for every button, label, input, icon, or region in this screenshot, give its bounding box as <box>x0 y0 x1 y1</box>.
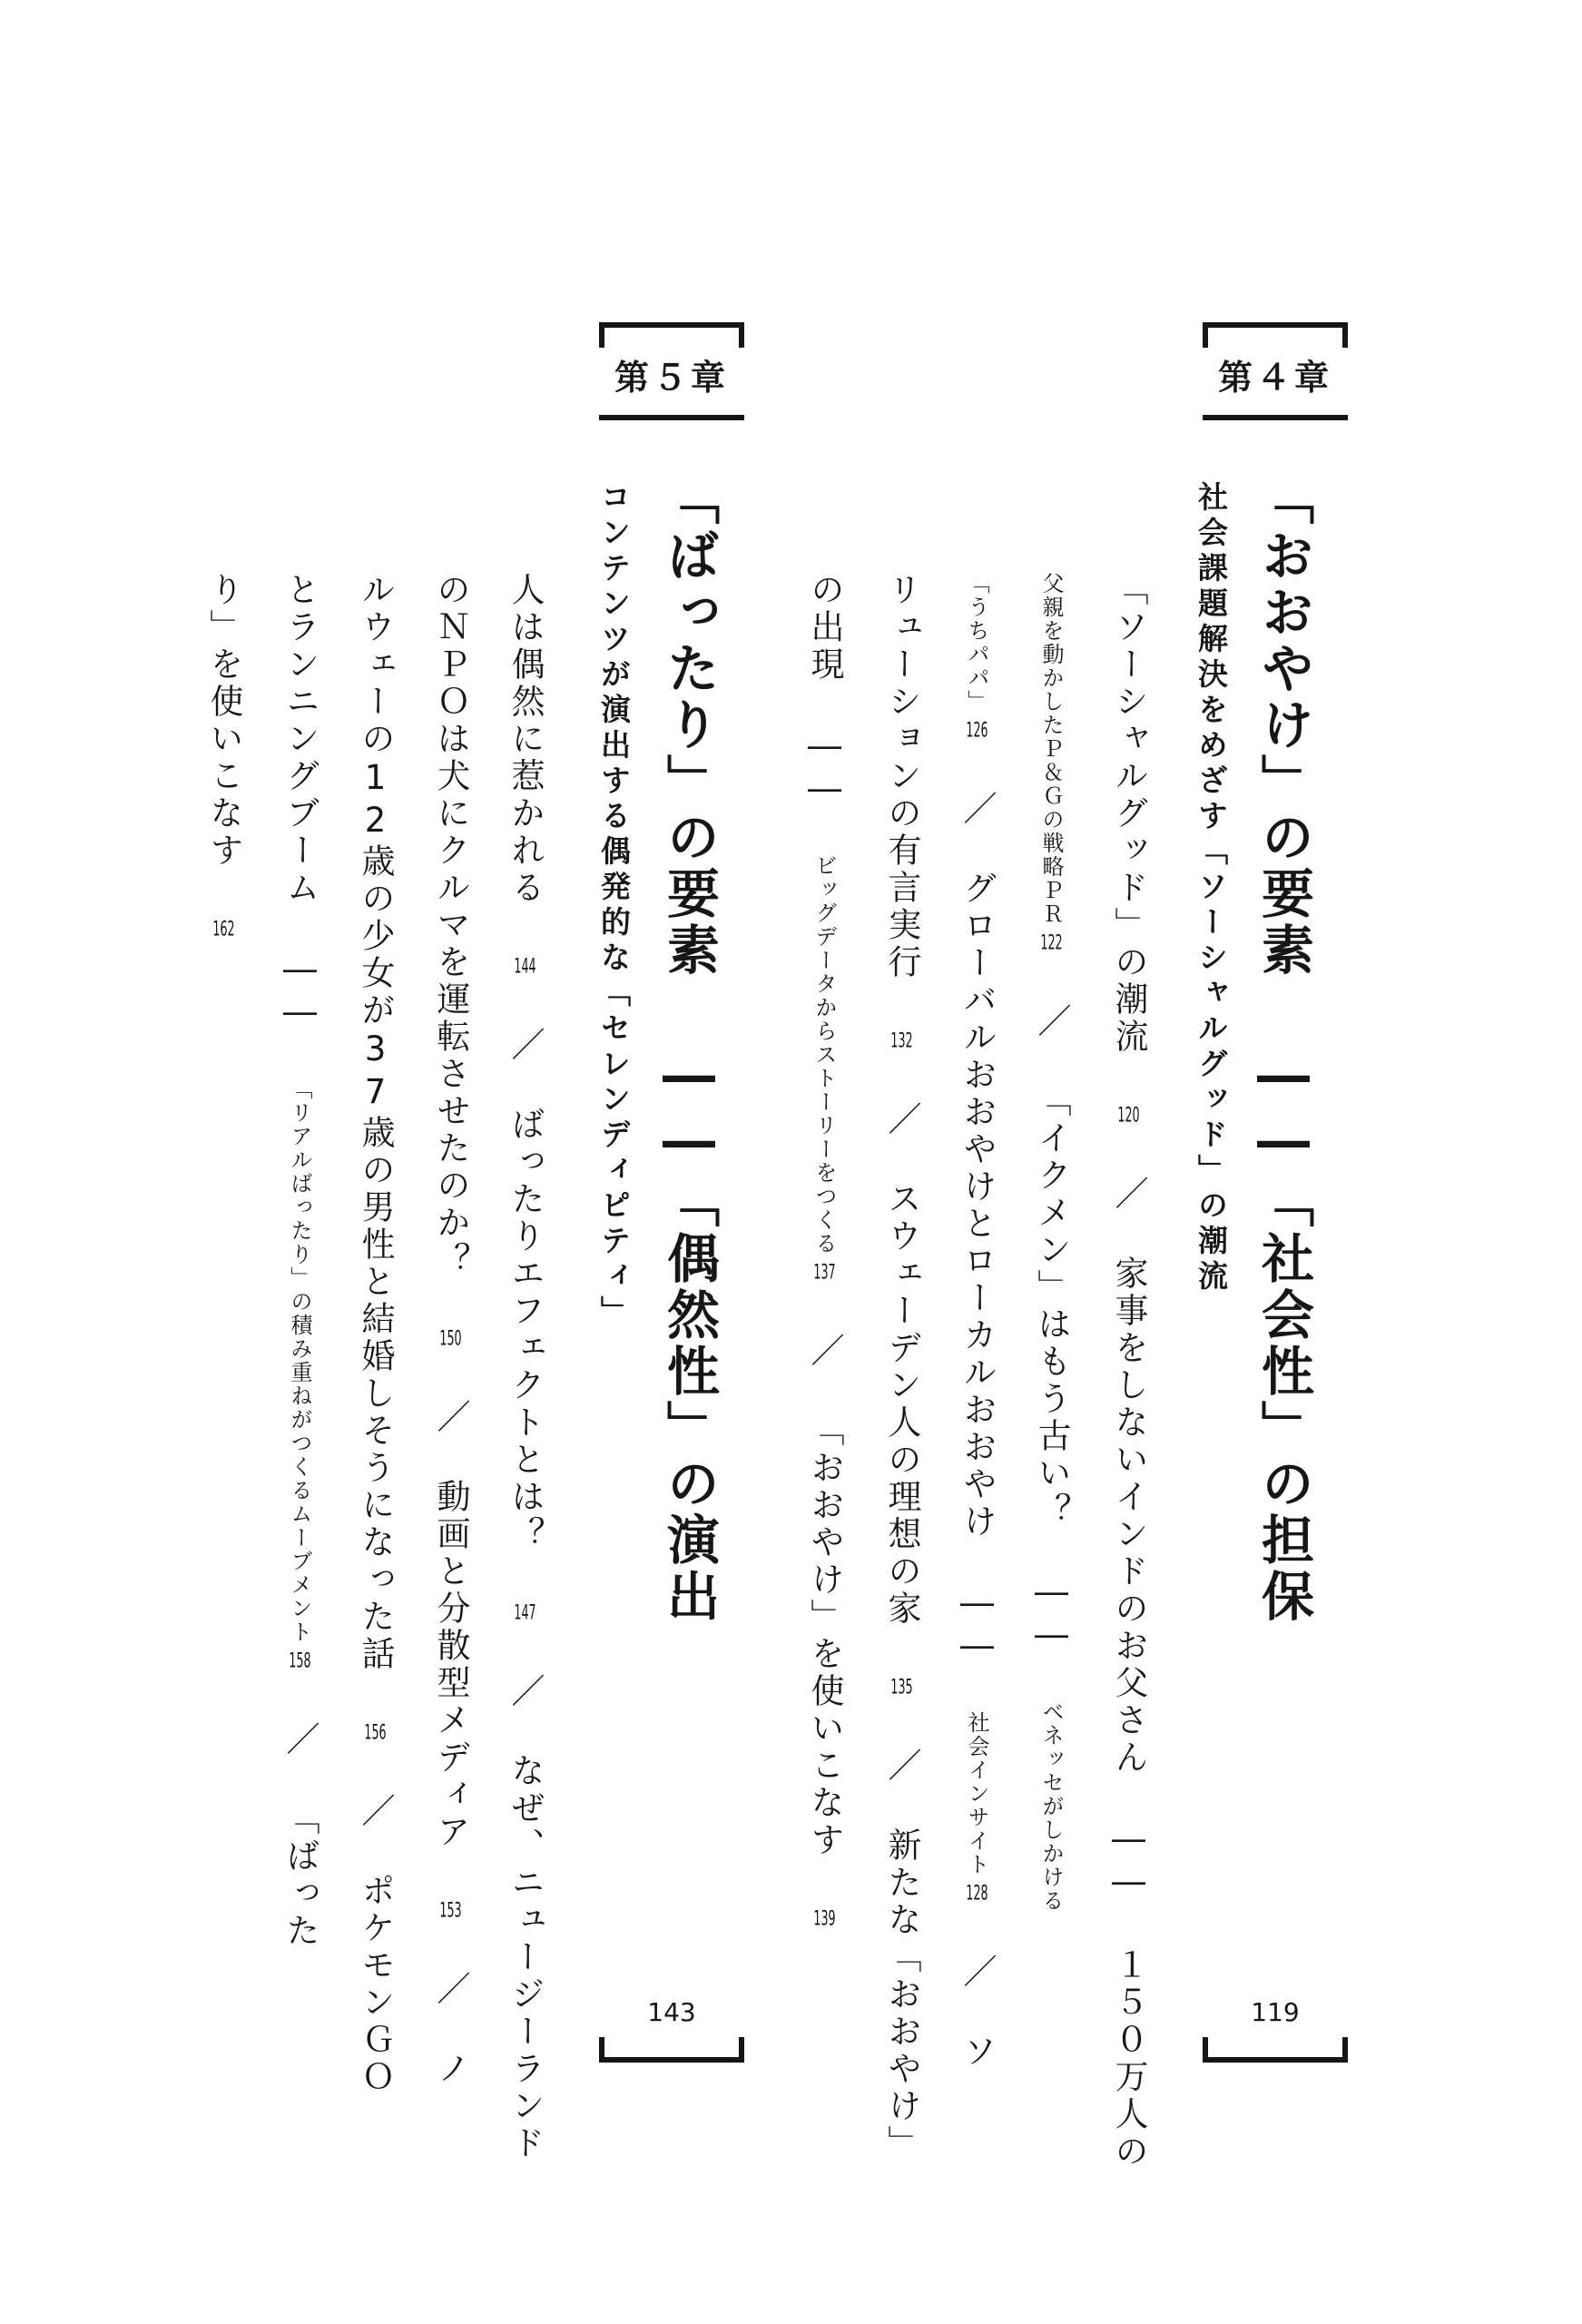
chapter4-subtitle: 社会課題解決をめざす「ソーシャルグッド」の潮流 <box>1194 481 1229 1295</box>
toc-text: の出現 ―― <box>805 572 844 854</box>
chapter4-label: 第４章 <box>1217 358 1332 398</box>
toc-text: ルウェーの12歳の少女が37歳の男性と結婚しそうになった話 <box>356 572 395 1716</box>
chapter5-line-2 <box>431 572 470 2088</box>
toc-text: とランニングブーム ―― <box>280 572 319 1078</box>
chapter5-label: 第５章 <box>614 358 729 398</box>
chapter4-bracket-top <box>1203 322 1348 348</box>
chapter5-heading <box>599 322 744 420</box>
toc-text: ／ 動画と分散型メディア <box>431 1356 470 1894</box>
chapter4-page-bracket <box>1203 1997 1348 2063</box>
toc-text: ／ ばったりエフェクトとは？ <box>506 984 545 1596</box>
toc-text: 人は偶然に惹かれる <box>506 572 545 950</box>
page-ref: 144 <box>514 957 536 977</box>
toc-text: ／ ノ <box>431 1928 470 2088</box>
toc-text: り」を使いこなす <box>204 572 243 912</box>
chapter5-page-bracket <box>599 1997 744 2063</box>
chapter4-heading <box>1203 322 1348 420</box>
chapter5-line-1 <box>506 572 545 2162</box>
page-ref: 137 <box>813 1263 836 1283</box>
toc-text: のＮＰＯは犬にクルマを運転させたのか？ <box>431 572 470 1322</box>
toc-text: 「ソーシャルグッド」の潮流 <box>1109 572 1148 1098</box>
chapter5-subtitle: コンテンツが演出する偶発的な「セレンディピティ」 <box>596 481 632 1331</box>
toc-subtext: 「うちパパ」 <box>964 572 989 714</box>
chapter5-line-5 <box>204 572 243 947</box>
toc-subtext: ベネッセがしかける <box>1038 1700 1064 1913</box>
toc-text: ／ ポケモンＧＯ <box>356 1750 395 2096</box>
page-ref: 147 <box>514 1603 536 1623</box>
chapter4-line-2 <box>1032 572 1071 1913</box>
toc-text: ／ 「ばった <box>280 1679 319 1950</box>
page-ref: 122 <box>1040 933 1063 953</box>
page-ref: 139 <box>813 1909 836 1929</box>
page-ref: 158 <box>289 1651 311 1671</box>
toc-text: ／ 新たな「おおやけ」 <box>882 1705 921 2162</box>
page-ref: 128 <box>966 1884 988 1904</box>
chapter4-line-3 <box>958 572 997 2071</box>
page-ref: 162 <box>212 920 235 940</box>
chapter4-bracket-bottom <box>1203 2037 1348 2063</box>
toc-text: ／ 家事をしないインドのお父さん ―― １５０万人の <box>1109 1133 1148 2171</box>
chapter4-title: 「おおやけ」の要素 ――「社会性」の担保 <box>1253 472 1314 1625</box>
chapter4-line-4 <box>882 572 921 2162</box>
toc-text: ／ グローバルおおやけとローカルおおやけ ―― <box>958 748 997 1711</box>
toc-subtext: 社会インサイト <box>964 1711 989 1876</box>
chapter4-line-1 <box>1109 572 1148 2171</box>
chapter5-bracket-top <box>599 322 744 348</box>
chapter5-line-3 <box>356 572 395 2096</box>
toc-text: ／ スウェーデン人の理想の家 <box>882 1059 921 1670</box>
page-ref: 135 <box>890 1678 913 1698</box>
page-ref: 156 <box>364 1723 387 1743</box>
toc-text: ／ なぜ、ニュージーランド <box>506 1630 545 2162</box>
chapter5-page-number: 143 <box>647 1997 696 2027</box>
chapter5-line-4 <box>280 572 319 1950</box>
chapter5-bracket-bottom <box>599 2037 744 2063</box>
page-ref: 153 <box>439 1901 462 1921</box>
toc-text: ／ 「おおやけ」を使いこなす <box>805 1290 844 1902</box>
chapter5-underline <box>599 415 744 420</box>
page-ref: 150 <box>439 1329 462 1349</box>
chapter5-title: 「ばったり」の要素 ――「偶然性」の演出 <box>658 472 720 1625</box>
toc-subtext: ビッグデータからストーリーをつくる <box>811 854 837 1256</box>
toc-text: ／ ソ <box>958 1911 997 2071</box>
toc-subtext: 「リアルばったり」の積み重ねがつくるムーブメント <box>287 1078 312 1644</box>
page-ref: 132 <box>890 1031 913 1051</box>
toc-subtext: 父親を動かしたＰ＆Ｇの戦略ＰＲ <box>1038 572 1064 926</box>
chapter4-line-5 <box>805 572 844 1936</box>
toc-text: リューションの有言実行 <box>882 572 921 1024</box>
chapter4-page-number: 119 <box>1251 1997 1300 2027</box>
chapter4-underline <box>1203 415 1348 420</box>
toc-text: ／ 「イクメン」はもう古い？ ―― <box>1032 960 1071 1700</box>
page-ref: 120 <box>1117 1106 1140 1126</box>
page-ref: 126 <box>966 721 988 741</box>
